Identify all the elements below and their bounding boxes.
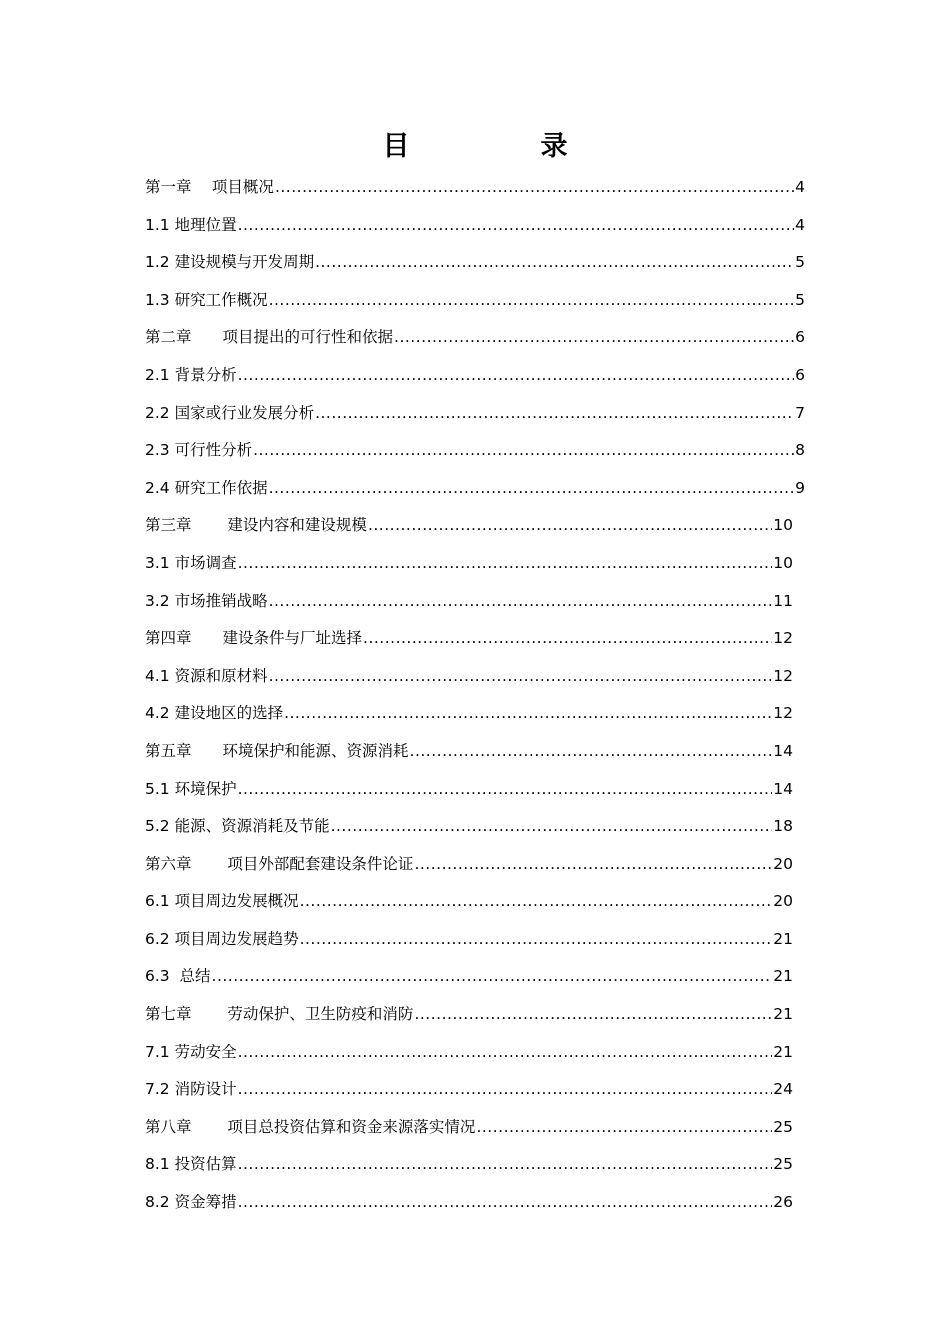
toc-entry-text: 6.3 总结 — [145, 967, 211, 986]
toc-dot-leader — [315, 247, 794, 277]
toc-entry-text: 第八章 项目总投资估算和资金来源落实情况 — [145, 1117, 476, 1136]
toc-page-number: 12 — [773, 666, 793, 685]
toc-chapter-entry[interactable] — [145, 736, 805, 774]
toc-entry-text: 第一章 项目概况 — [145, 178, 274, 196]
toc-entry-text: 3.1 市场调查 — [145, 553, 237, 572]
toc-page-number: 6 — [795, 328, 805, 347]
toc-page-number: 7 — [795, 403, 805, 422]
toc-section-entry[interactable] — [145, 961, 805, 999]
toc-dot-leader — [269, 586, 773, 616]
toc-chapter-entry[interactable] — [145, 999, 805, 1037]
toc-section-entry[interactable] — [145, 210, 805, 248]
toc-section-entry[interactable] — [145, 586, 805, 624]
toc-entry-text: 1.1 地理位置 — [145, 215, 237, 234]
toc-list — [145, 172, 805, 1225]
toc-entry-text: 第五章 环境保护和能源、资源消耗 — [145, 741, 409, 760]
toc-dot-leader — [414, 849, 772, 879]
toc-section-entry[interactable] — [145, 774, 805, 812]
toc-page-number: 10 — [773, 516, 793, 535]
toc-dot-leader — [476, 1112, 772, 1142]
toc-page-number: 4 — [795, 178, 805, 196]
toc-page-number: 12 — [773, 629, 793, 648]
toc-page-number: 4 — [795, 215, 805, 234]
toc-chapter-entry[interactable] — [145, 172, 805, 210]
toc-page-number: 14 — [773, 741, 793, 760]
toc-entry-text: 第二章 项目提出的可行性和依据 — [145, 328, 394, 347]
toc-section-entry[interactable] — [145, 1187, 805, 1225]
toc-dot-leader — [238, 1187, 773, 1217]
toc-entry-text: 第三章 建设内容和建设规模 — [145, 516, 367, 535]
toc-entry-text: 7.1 劳动安全 — [145, 1042, 237, 1061]
toc-dot-leader — [238, 774, 773, 804]
toc-dot-leader — [410, 736, 773, 766]
toc-entry-text: 5.1 环境保护 — [145, 779, 237, 798]
toc-entry-text: 6.1 项目周边发展概况 — [145, 892, 299, 911]
toc-page-number: 20 — [773, 854, 793, 873]
toc-section-entry[interactable] — [145, 661, 805, 699]
toc-page-number: 8 — [795, 441, 805, 460]
toc-page-number: 25 — [773, 1155, 793, 1174]
toc-dot-leader — [300, 924, 773, 954]
toc-section-entry[interactable] — [145, 473, 805, 511]
toc-section-entry[interactable] — [145, 360, 805, 398]
toc-dot-leader — [238, 548, 773, 578]
toc-dot-leader — [284, 698, 772, 728]
toc-entry-text: 8.1 投资估算 — [145, 1155, 237, 1174]
toc-dot-leader — [331, 811, 773, 841]
toc-page-number: 21 — [773, 1042, 793, 1061]
toc-dot-leader — [238, 1074, 773, 1104]
toc-section-entry[interactable] — [145, 398, 805, 436]
toc-section-entry[interactable] — [145, 548, 805, 586]
toc-page-number: 5 — [795, 290, 805, 309]
toc-page-number: 9 — [795, 478, 805, 497]
toc-page-number: 10 — [773, 553, 793, 572]
toc-page-number: 18 — [773, 817, 793, 836]
toc-chapter-entry[interactable] — [145, 1112, 805, 1150]
toc-page-number: 24 — [773, 1080, 793, 1099]
toc-dot-leader — [300, 886, 773, 916]
toc-entry-text: 2.2 国家或行业发展分析 — [145, 403, 315, 422]
toc-page-number: 21 — [773, 1005, 793, 1024]
toc-entry-text: 4.1 资源和原材料 — [145, 666, 268, 685]
toc-page-number: 5 — [795, 253, 805, 272]
toc-entry-text: 8.2 资金筹措 — [145, 1193, 237, 1212]
toc-entry-text: 1.3 研究工作概况 — [145, 290, 268, 309]
toc-dot-leader — [212, 961, 773, 991]
toc-dot-leader — [238, 1149, 773, 1179]
toc-entry-text: 1.2 建设规模与开发周期 — [145, 253, 315, 272]
toc-entry-text: 4.2 建设地区的选择 — [145, 704, 284, 723]
toc-section-entry[interactable] — [145, 924, 805, 962]
toc-page-number: 20 — [773, 892, 793, 911]
toc-dot-leader — [269, 473, 795, 503]
toc-page-number: 11 — [773, 591, 793, 610]
toc-entry-text: 2.3 可行性分析 — [145, 441, 253, 460]
toc-page-number: 25 — [773, 1117, 793, 1136]
toc-dot-leader — [269, 285, 795, 315]
toc-entry-text: 第六章 项目外部配套建设条件论证 — [145, 854, 414, 873]
toc-entry-text: 2.1 背景分析 — [145, 365, 237, 384]
toc-entry-text: 6.2 项目周边发展趋势 — [145, 929, 299, 948]
toc-entry-text: 5.2 能源、资源消耗及节能 — [145, 817, 330, 836]
toc-dot-leader — [363, 623, 772, 653]
toc-chapter-entry[interactable] — [145, 510, 805, 548]
toc-dot-leader — [238, 1037, 773, 1067]
toc-dot-leader — [414, 999, 772, 1029]
toc-page-number: 12 — [773, 704, 793, 723]
toc-page-number: 21 — [773, 929, 793, 948]
toc-dot-leader — [368, 510, 772, 540]
toc-page-number: 14 — [773, 779, 793, 798]
toc-chapter-entry[interactable] — [145, 623, 805, 661]
toc-page-number: 21 — [773, 967, 793, 986]
toc-chapter-entry[interactable] — [145, 849, 805, 887]
toc-section-entry[interactable] — [145, 285, 805, 323]
toc-title: 目 录 — [382, 131, 620, 162]
toc-dot-leader — [238, 210, 795, 240]
toc-dot-leader — [315, 398, 794, 428]
toc-entry-text: 2.4 研究工作依据 — [145, 478, 268, 497]
toc-dot-leader — [269, 661, 773, 691]
toc-dot-leader — [275, 172, 794, 202]
toc-dot-leader — [394, 322, 794, 352]
toc-page-number: 6 — [795, 365, 805, 384]
toc-section-entry[interactable] — [145, 1037, 805, 1075]
toc-section-entry[interactable] — [145, 698, 805, 736]
toc-section-entry[interactable] — [145, 1074, 805, 1112]
toc-dot-leader — [238, 360, 795, 390]
toc-section-entry[interactable] — [145, 886, 805, 924]
toc-section-entry[interactable] — [145, 435, 805, 473]
toc-section-entry[interactable] — [145, 811, 805, 849]
toc-entry-text: 7.2 消防设计 — [145, 1080, 237, 1099]
toc-entry-text: 第四章 建设条件与厂址选择 — [145, 629, 363, 648]
toc-section-entry[interactable] — [145, 1149, 805, 1187]
toc-chapter-entry[interactable] — [145, 322, 805, 360]
toc-page-number: 26 — [773, 1193, 793, 1212]
toc-entry-text: 3.2 市场推销战略 — [145, 591, 268, 610]
toc-dot-leader — [253, 435, 794, 465]
toc-section-entry[interactable] — [145, 247, 805, 285]
toc-entry-text: 第七章 劳动保护、卫生防疫和消防 — [145, 1005, 414, 1024]
